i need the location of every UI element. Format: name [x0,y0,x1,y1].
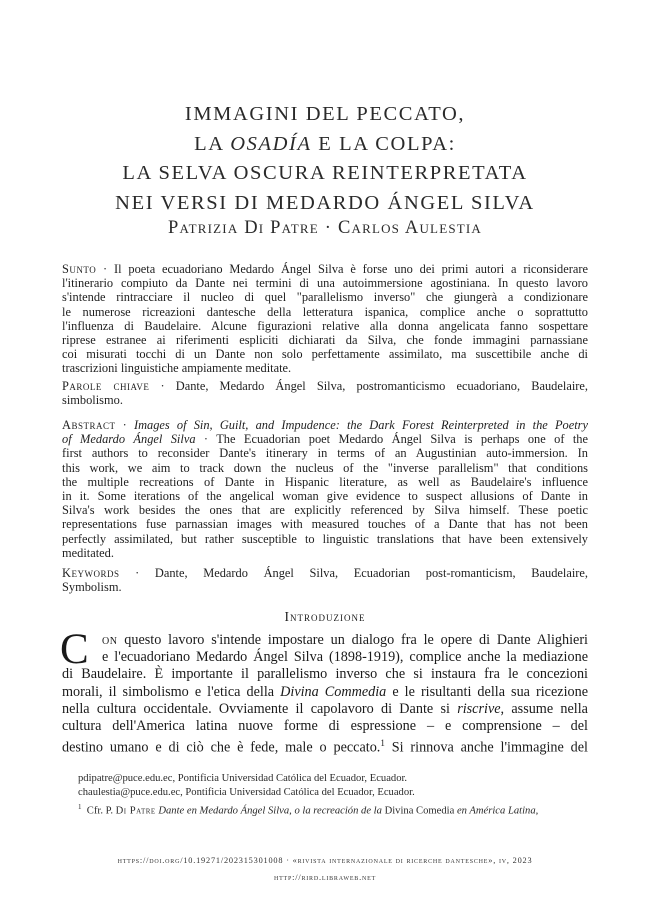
parole-chiave-label: Parole chiave [62,379,150,393]
sunto-line: coi misurati tocchi di un Dante non solo perfettamente assimilato, ma suscettibile anche di [62,347,588,362]
abstract-block [62,418,588,560]
sunto-line: l'influenza di Baudelaire. Alcune figurazioni relative alla donna angelicata fanno sospettare [62,318,588,333]
abstract-label: Abstract [62,418,116,432]
abstract-line: this work, we aim to track down the nucleus of the "inverse parallelism" that conditions [62,460,588,475]
abstract-text: · The Ecuadorian poet Medardo Ángel Silva is perhaps one of the [195,432,588,447]
intro-text: nella cultura occidentale. Ovviamente il capolavoro di Dante si [62,700,458,717]
title-italic-word: OSADÍA [230,132,312,155]
intro-first-word: on [102,632,118,648]
title-line-1: IMMAGINI DEL PECCATO, [184,103,466,125]
footnote-author: Di Patre [115,805,156,817]
keywords-label: Keywords [62,566,120,580]
drop-cap: C [60,626,89,673]
abstract-line: meditated. [62,545,114,560]
abstract-line: perfectly assimilated, but rather susceptible to linguistic translations that have been extensively [62,531,588,546]
sunto-line: l'itinerario compiuto da Dante nei termini di una autoimmersione agostiniana. In questo lavoro [62,276,588,291]
paper-title [60,100,590,218]
intro-text: questo lavoro s'intende impostare un dialogo fra le opere di Dante Alighieri [117,632,588,648]
footnote-number: 1 [78,803,82,811]
intro-line: di Baudelaire. È importante il parallelismo inverso che si instaura fra le concezioni [62,666,588,683]
keywords-block [62,566,588,594]
intro-line [62,684,588,701]
abstract-line: the multiple recreations of Dante in Hispanic literature, as well as Baudelaire's influence [62,474,588,489]
doi-line[interactable]: https://doi.org/10.19271/202315301008 · «rivista internazionale di ricerche dantesche», iv, 2023 [117,856,533,865]
abstract-line [62,432,588,446]
sunto-line: s'intende rintracciare il nucleo di quel "parallelismo inverso" che giungerà a condizionare [62,290,588,305]
intro-text: e le risultanti della sua ricezione [386,683,588,700]
affiliation-2[interactable]: chaulestia@puce.edu.ec, Pontificia Universidad Católica del Ecuador, Ecuador. [78,787,415,798]
keywords-line [62,566,588,580]
intro-line: cultura dell'America latina nuove forme di espressione – e comprensione – del [62,717,588,734]
title-line-2 [60,130,590,160]
sunto-line [62,262,588,276]
intro-paragraph [60,626,588,756]
sunto-text: · Il poeta ecuadoriano Medardo Ángel Silva è forse uno dei primi autori a riconsiderare [96,262,588,276]
keywords-text: · Dante, Medardo Ángel Silva, Ecuadorian post-romanticism, Baudelaire, [119,566,588,580]
abstract-title-italic: of Medardo Ángel Silva [62,432,196,447]
parole-chiave-line: simbolismo. [62,393,123,408]
footnote-text: Divina Comedia [384,805,455,817]
authors: Patrizia Di Patre · Carlos Aulestia [167,218,483,238]
title-line-2-post: E LA COLPA: [311,132,456,155]
footnote-marker[interactable]: 1 [380,738,385,749]
sunto-line: trascrizioni linguistiche ampiamente meditate. [62,361,292,376]
abstract-title-italic: Images of Sin, Guilt, and Impudence: the Dark Forest Reinterpreted in the Poetry [133,418,588,432]
abstract-line: in it. Some iterations of the angelical woman give evidence to suspect allusions of Dante in [62,489,588,504]
intro-text: morali, il simbolismo e l'etica della [62,683,281,700]
intro-line [62,632,588,649]
footnote-italic: en América Latina, [454,805,539,817]
sunto-block [62,262,588,376]
title-line-2-pre: LA [194,132,231,155]
intro-text: Si rinnova anche l'immagine del [384,739,588,756]
parole-chiave-block [62,379,588,407]
affiliation-1[interactable]: pdipatre@puce.edu.ec, Pontificia Universidad Católica del Ecuador, Ecuador. [78,773,408,784]
footnote-text: Cfr. P. [86,805,116,817]
sunto-label: Sunto [62,262,97,276]
abstract-line: representations fuse parnassian images with measured touches of a Dante that has not been [62,517,588,532]
section-heading: Introduzione [284,609,366,624]
title-line-4: NEI VERSI DI MEDARDO ÁNGEL SILVA [115,191,535,214]
parole-chiave-line [62,379,588,393]
intro-text: , assume nella [500,700,588,717]
abstract-line: first authors to reconsider Dante's itinerary in terms of an Augustinian auto-immersion. In [62,446,588,461]
abstract-sep: · [115,418,134,432]
abstract-line: Silva's work besides the ones that are explicitly referenced by Silva himself. These poetic [62,503,588,518]
intro-line [62,701,588,718]
abstract-line [62,418,588,432]
parole-chiave-text: · Dante, Medardo Ángel Silva, postromanticismo ecuadoriano, Baudelaire, [149,379,588,393]
intro-line [62,735,588,756]
keywords-line: Symbolism. [62,580,122,595]
intro-text: destino umano e di ciò che è fede, male o peccato. [62,739,381,756]
intro-italic: riscrive [457,700,501,717]
title-line-3: LA SELVA OSCURA REINTERPRETATA [122,162,528,184]
footnote-italic: Dante en Medardo Ángel Silva, o la recreación de la [155,805,385,817]
sunto-line: le numerose ricreazioni dantesche della letteratura ispanica, complice anche o soprattutto [62,304,588,319]
intro-italic: Divina Commedia [280,683,387,700]
intro-line: e l'ecuadoriano Medardo Ángel Silva (1898-1919), complice anche la mediazione [102,649,588,666]
website-link[interactable]: http://rird.libraweb.net [273,873,377,882]
footnote-1 [78,803,538,817]
sunto-line: riprese estranee ai riferimenti espliciti dichiarati da Silva, che fonde immagini parnassiane [62,333,588,348]
